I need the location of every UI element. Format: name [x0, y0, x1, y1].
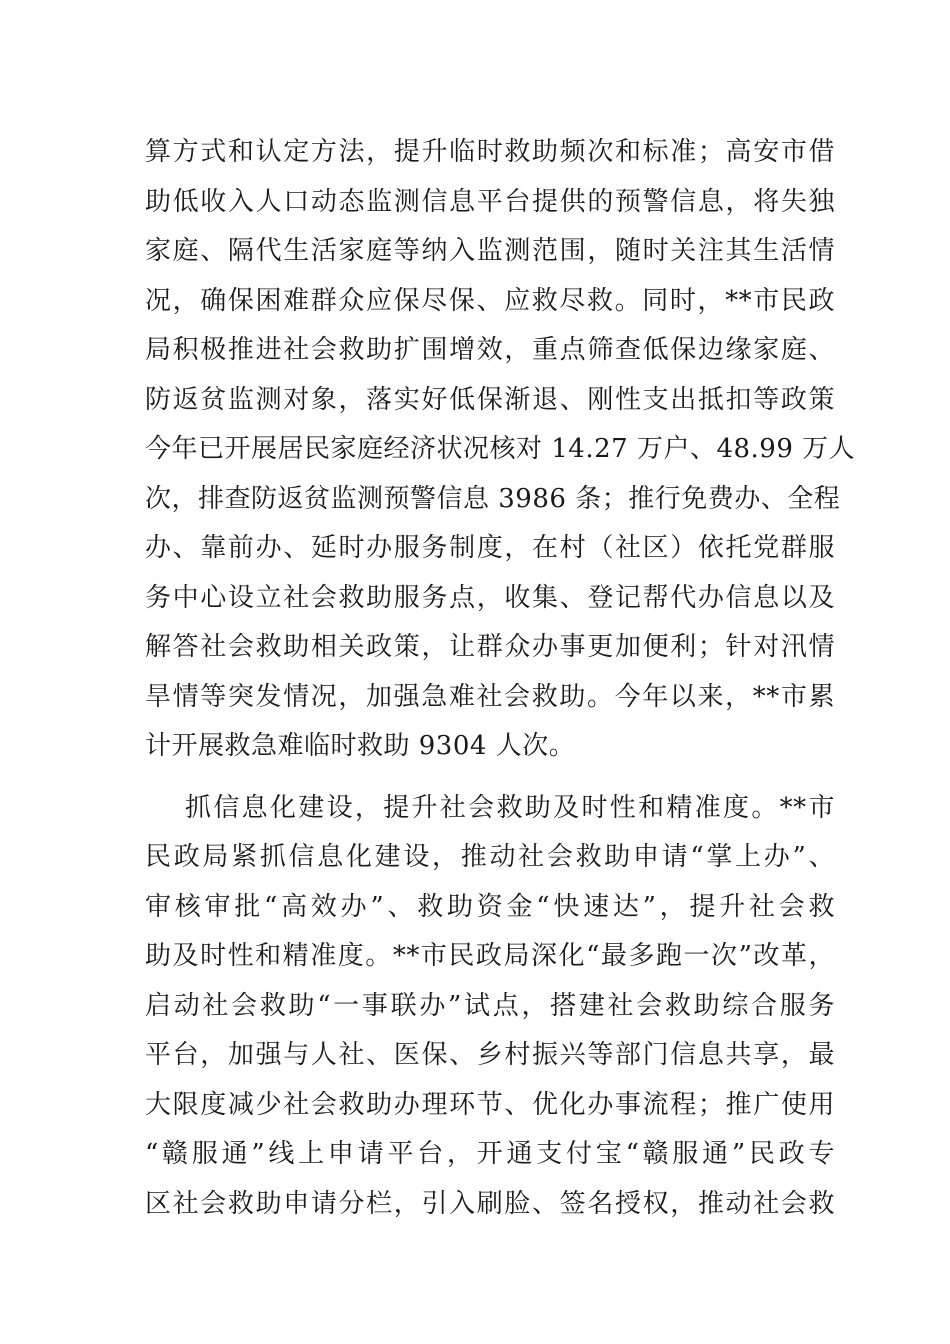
text-line: 局积极推进社会救助扩围增效，重点筛查低保边缘家庭、 [145, 335, 835, 365]
text-line: 办、靠前办、延时办服务制度，在村（社区）依托党群服 [145, 533, 835, 563]
text-line: 助及时性和精准度。**市民政局深化“最多跑一次”改革， [145, 941, 835, 971]
text-line: 大限度减少社会救助办理环节、优化办事流程；推广使用 [145, 1089, 835, 1120]
text-line: 家庭、隔代生活家庭等纳入监测范围，随时关注其生活情 [145, 236, 835, 266]
paragraph-2 [145, 784, 835, 1230]
text-line: 启动社会救助“一事联办”试点，搭建社会救助综合服务 [145, 990, 835, 1021]
text-line: 今年已开展居民家庭经济状况核对 14.27 万户、48.99 万人 [145, 434, 856, 464]
document-body [145, 128, 856, 1229]
text-line: 务中心设立社会救助服务点，收集、登记帮代办信息以及 [145, 582, 835, 613]
text-line: 防返贫监测对象，落实好低保渐退、刚性支出抵扣等政策 [145, 384, 835, 415]
text-line: “赣服通”线上申请平台，开通支付宝“赣服通”民政专 [145, 1139, 835, 1169]
text-line: 况，确保困难群众应保尽保、应救尽救。同时，**市民政 [145, 285, 835, 316]
text-line: 旱情等突发情况，加强急难社会救助。今年以来，**市累 [145, 681, 835, 712]
text-line: 民政局紧抓信息化建设，推动社会救助申请“掌上办”、 [145, 842, 835, 872]
text-line: 次，排查防返贫监测预警信息 3986 条；推行免费办、全程 [145, 483, 841, 514]
text-line: 助低收入人口动态监测信息平台提供的预警信息，将失独 [145, 186, 835, 217]
text-line: 抓信息化建设，提升社会救助及时性和精准度。**市 [185, 792, 835, 823]
text-line: 审核审批“高效办”、救助资金“快速达”，提升社会救 [145, 891, 835, 922]
text-line: 平台，加强与人社、医保、乡村振兴等部门信息共享，最 [145, 1040, 835, 1070]
text-line: 区社会救助申请分栏，引入刷脸、签名授权，推动社会救 [145, 1188, 835, 1219]
paragraph-1 [145, 128, 856, 772]
text-line: 算方式和认定方法，提升临时救助频次和标准；高安市借 [145, 137, 835, 167]
text-line: 计开展救急难临时救助 9304 人次。 [145, 731, 576, 761]
text-line: 解答社会救助相关政策，让群众办事更加便利；针对汛情 [145, 632, 835, 662]
paragraph-spacer [145, 772, 835, 784]
